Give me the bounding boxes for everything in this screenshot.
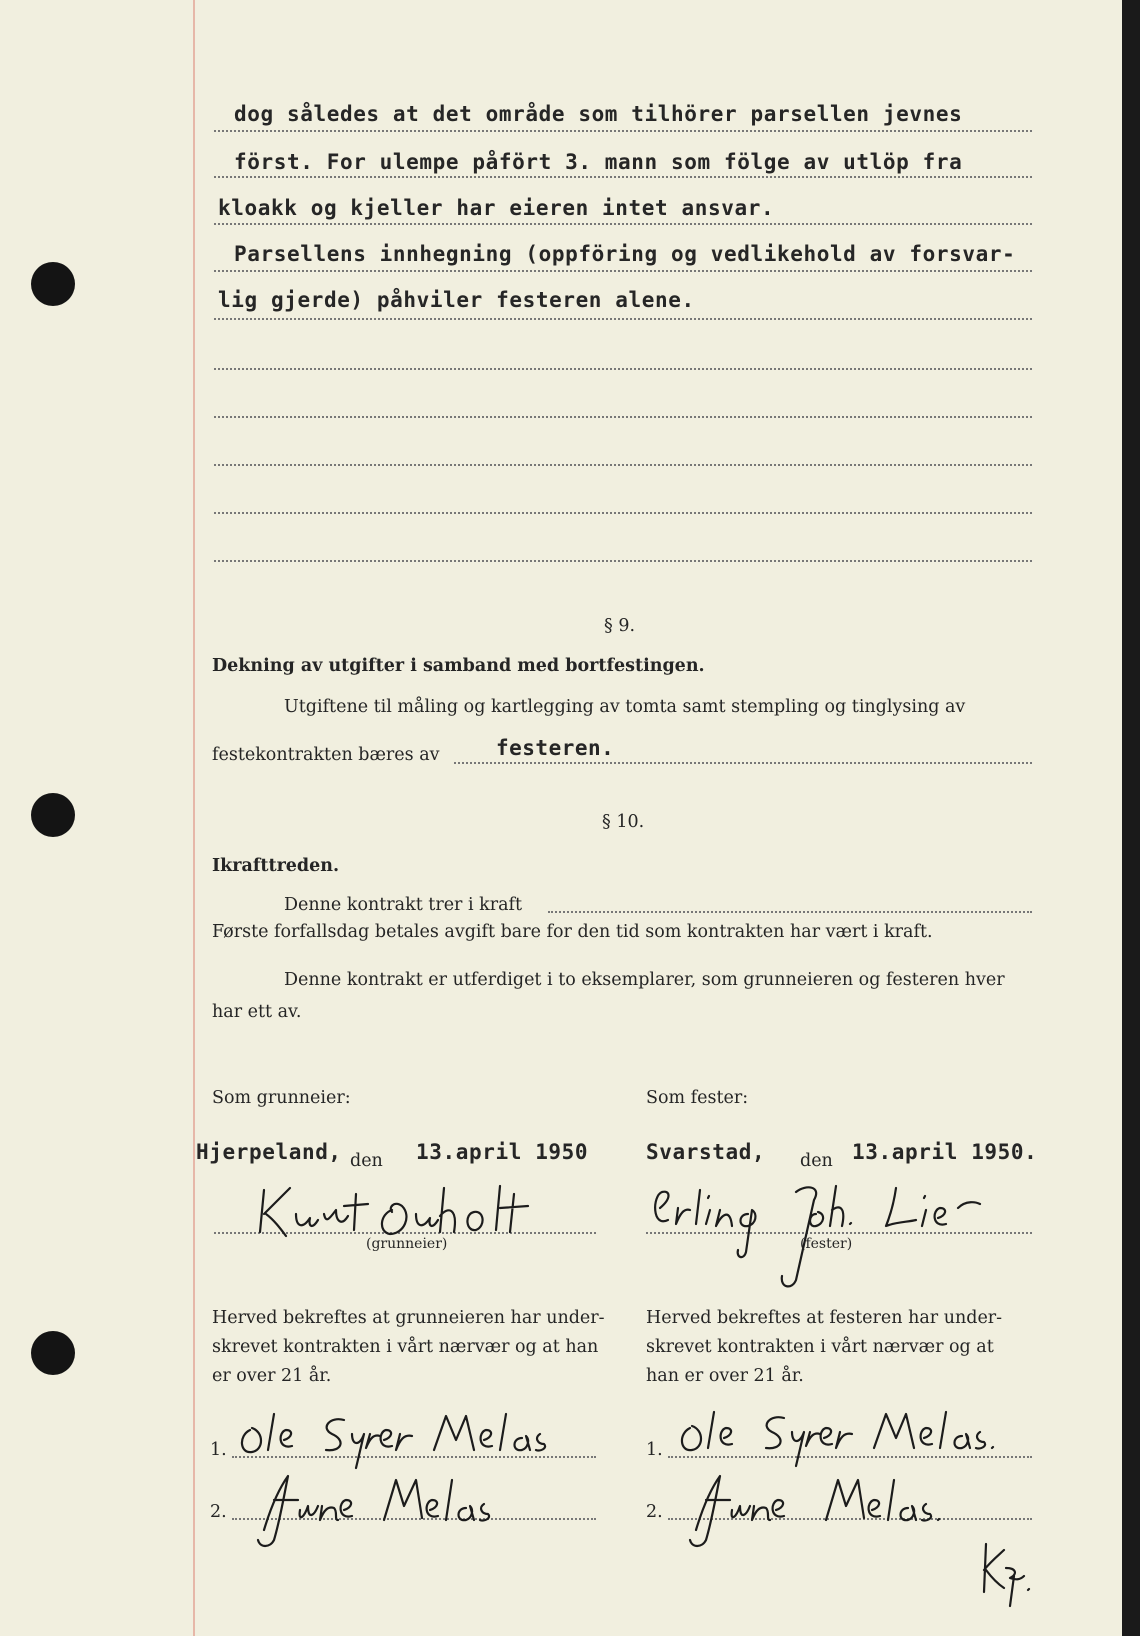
left-den: den bbox=[350, 1151, 383, 1171]
right-witness-text: han er over 21 år. bbox=[646, 1366, 804, 1386]
section-9-text: Utgiftene til måling og kartlegging av tomta samt stempling og tinglysing av bbox=[284, 697, 966, 717]
right-witness-text: Herved bekreftes at festeren har under- bbox=[646, 1308, 1003, 1328]
dotted-rule bbox=[214, 130, 1032, 132]
dotted-rule bbox=[454, 762, 1032, 764]
section-10-text: Denne kontrakt trer i kraft bbox=[284, 895, 523, 915]
section-9-heading: Dekning av utgifter i samband med bortfestingen. bbox=[212, 656, 705, 676]
dotted-rule bbox=[214, 318, 1032, 320]
left-witness-2-number: 2. bbox=[210, 1502, 227, 1522]
section-10-text: Denne kontrakt er utferdiget i to eksemplarer, som grunneieren og festeren hver bbox=[284, 970, 1005, 990]
section-10-number: § 10. bbox=[602, 812, 645, 832]
section-10-heading: Ikrafttreden. bbox=[212, 856, 340, 876]
left-caption: (grunneier) bbox=[366, 1236, 448, 1252]
right-witness-1-number: 1. bbox=[646, 1440, 663, 1460]
left-witness-1-number: 1. bbox=[210, 1440, 227, 1460]
dotted-rule bbox=[214, 560, 1032, 562]
typed-line: först. For ulempe påfört 3. mann som fölge av utlöp fra bbox=[234, 150, 963, 174]
right-signature bbox=[646, 1180, 1016, 1290]
punch-hole bbox=[31, 262, 75, 306]
margin-rule bbox=[193, 0, 195, 1636]
right-witness-text: skrevet kontrakten i vårt nærvær og at bbox=[646, 1337, 994, 1357]
dotted-rule bbox=[214, 270, 1032, 272]
section-9-text: festekontrakten bæres av bbox=[212, 745, 440, 765]
right-role: Som fester: bbox=[646, 1088, 749, 1108]
right-place: Svarstad, bbox=[646, 1140, 766, 1164]
right-witness-1-signature bbox=[674, 1408, 994, 1458]
right-date: 13.april 1950. bbox=[852, 1140, 1038, 1164]
punch-hole bbox=[31, 793, 75, 837]
left-witness-text: skrevet kontrakten i vårt nærvær og at han bbox=[212, 1337, 599, 1357]
dotted-rule bbox=[214, 368, 1032, 370]
right-caption: (fester) bbox=[800, 1236, 853, 1252]
typed-line: kloakk og kjeller har eieren intet ansvar. bbox=[218, 196, 775, 220]
left-witness-1-signature bbox=[234, 1410, 554, 1460]
section-10-text: har ett av. bbox=[212, 1002, 302, 1022]
left-date: 13.april 1950 bbox=[416, 1140, 589, 1164]
right-witness-2-number: 2. bbox=[646, 1502, 663, 1522]
dotted-rule bbox=[214, 223, 1032, 225]
section-10-text: Første forfallsdag betales avgift bare for den tid som kontrakten har vært i kraft. bbox=[212, 922, 933, 942]
dotted-rule bbox=[548, 911, 1032, 913]
dotted-rule bbox=[214, 416, 1032, 418]
right-witness-2-signature bbox=[666, 1470, 986, 1550]
typed-line: dog således at det område som tilhörer parsellen jevnes bbox=[234, 102, 963, 126]
left-witness-2-signature bbox=[234, 1470, 534, 1550]
left-signature bbox=[244, 1180, 604, 1244]
typed-line: Parsellens innhegning (oppföring og vedlikehold av forsvar- bbox=[234, 242, 1016, 266]
dotted-rule bbox=[214, 512, 1032, 514]
typed-line: lig gjerde) påhviler festeren alene. bbox=[218, 288, 695, 312]
section-9-number: § 9. bbox=[604, 616, 636, 636]
left-witness-text: Herved bekreftes at grunneieren har under- bbox=[212, 1308, 605, 1328]
left-role: Som grunneier: bbox=[212, 1088, 351, 1108]
dotted-rule bbox=[214, 464, 1032, 466]
festeren-fill: festeren. bbox=[496, 736, 615, 760]
right-den: den bbox=[800, 1151, 833, 1171]
left-place: Hjerpeland, bbox=[196, 1140, 342, 1164]
initials-mark bbox=[976, 1540, 1036, 1612]
dotted-rule bbox=[214, 176, 1032, 178]
punch-hole bbox=[31, 1331, 75, 1375]
left-witness-text: er over 21 år. bbox=[212, 1366, 332, 1386]
